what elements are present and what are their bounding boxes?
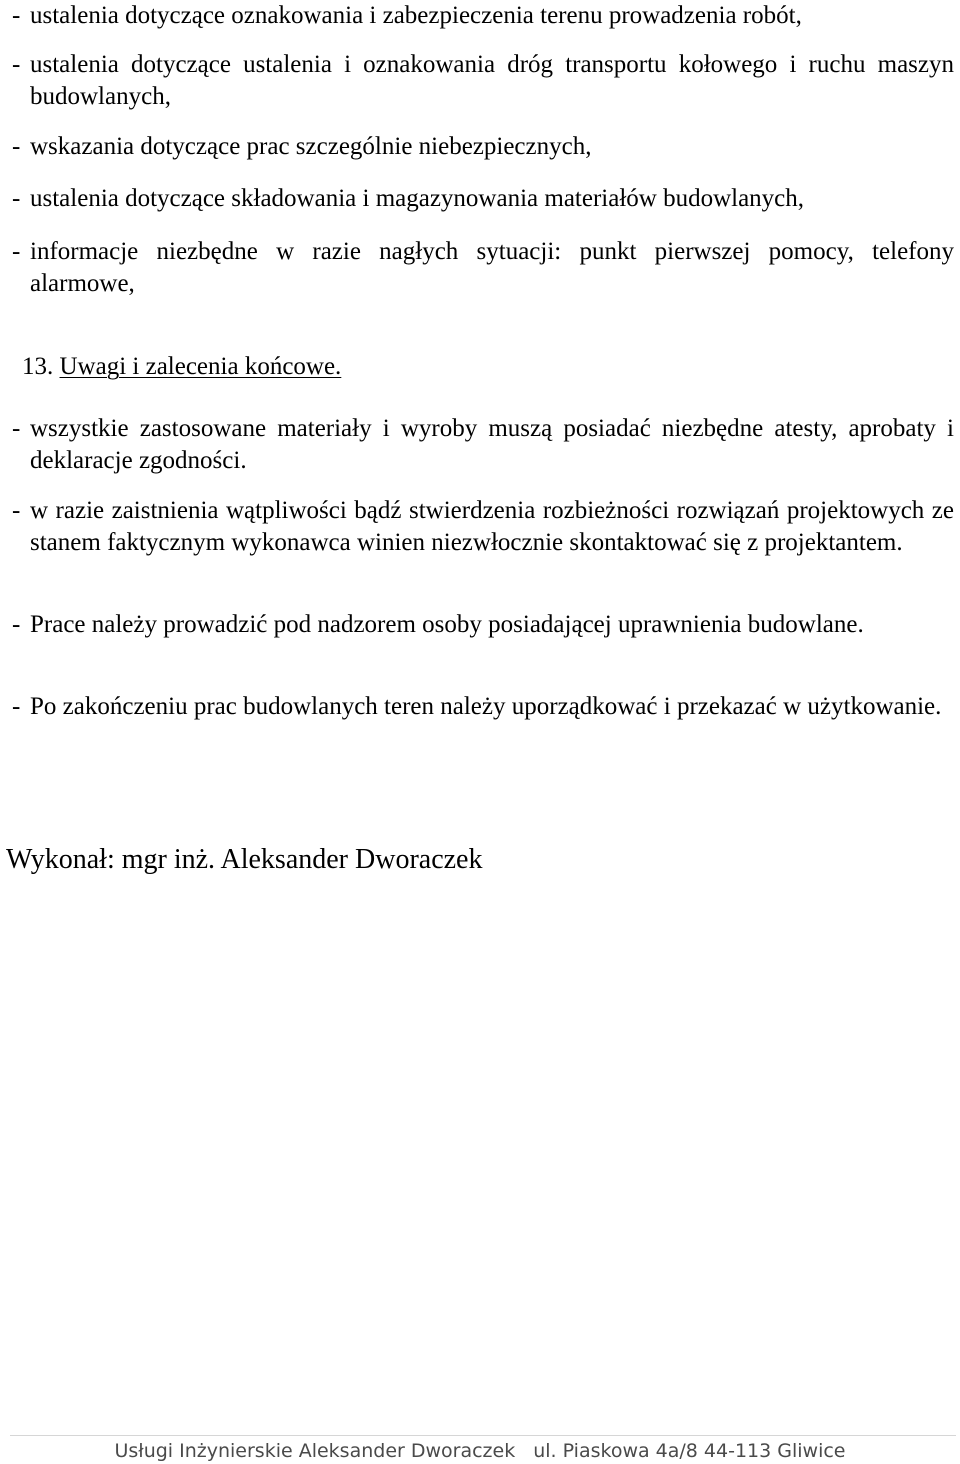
footer-company: Usługi Inżynierskie Aleksander Dworaczek bbox=[114, 1440, 516, 1462]
author-signature: Wykonał: mgr inż. Aleksander Dworaczek bbox=[6, 844, 483, 875]
list-item-text: ustalenia dotyczące składowania i magazynowania materiałów budowlanych, bbox=[30, 185, 805, 212]
bullet-dash: - bbox=[12, 611, 21, 638]
section-title: Uwagi i zalecenia końcowe. bbox=[59, 353, 342, 380]
bullet-dash: - bbox=[12, 415, 21, 442]
list-item bbox=[12, 691, 954, 723]
page-footer bbox=[0, 1438, 960, 1464]
list-item-text: w razie zaistnienia wątpliwości bądź stwierdzenia rozbieżności rozwiązań projektowych ze stanem faktycznym wykonawca winien niezwłocznie skontaktować się z projektantem. bbox=[30, 497, 954, 556]
section-heading bbox=[22, 351, 341, 383]
list-item-text: wszystkie zastosowane materiały i wyroby muszą posiadać niezbędne atesty, aprobaty i deklaracje zgodności. bbox=[30, 415, 954, 474]
list-item bbox=[12, 236, 954, 300]
bullet-dash: - bbox=[12, 133, 21, 160]
list-item bbox=[12, 609, 954, 641]
bullet-dash: - bbox=[12, 51, 21, 78]
bullet-dash: - bbox=[12, 693, 21, 720]
bullet-dash: - bbox=[12, 497, 21, 524]
list-item bbox=[12, 413, 954, 477]
list-item-text: wskazania dotyczące prac szczególnie niebezpiecznych, bbox=[30, 133, 592, 160]
list-item-text: ustalenia dotyczące ustalenia i oznakowania dróg transportu kołowego i ruchu maszyn budowlanych, bbox=[30, 51, 954, 110]
bullet-dash: - bbox=[12, 2, 21, 29]
list-item-text: ustalenia dotyczące oznakowania i zabezpieczenia terenu prowadzenia robót, bbox=[30, 2, 802, 29]
list-item bbox=[12, 0, 954, 32]
section-number: 13. bbox=[22, 353, 54, 380]
list-item-text: informacje niezbędne w razie nagłych sytuacji: punkt pierwszej pomocy, telefony alarmowe, bbox=[30, 238, 954, 297]
footer-divider bbox=[10, 1435, 956, 1436]
list-item bbox=[12, 495, 954, 559]
bullet-dash: - bbox=[12, 185, 21, 212]
bullet-dash: - bbox=[12, 238, 21, 265]
footer-address: ul. Piaskowa 4a/8 44-113 Gliwice bbox=[533, 1440, 846, 1462]
list-item-text: Po zakończeniu prac budowlanych teren należy uporządkować i przekazać w użytkowanie. bbox=[30, 693, 942, 720]
list-item bbox=[12, 183, 954, 215]
list-item-text: Prace należy prowadzić pod nadzorem osoby posiadającej uprawnienia budowlane. bbox=[30, 611, 864, 638]
list-item bbox=[12, 49, 954, 113]
list-item bbox=[12, 131, 954, 163]
